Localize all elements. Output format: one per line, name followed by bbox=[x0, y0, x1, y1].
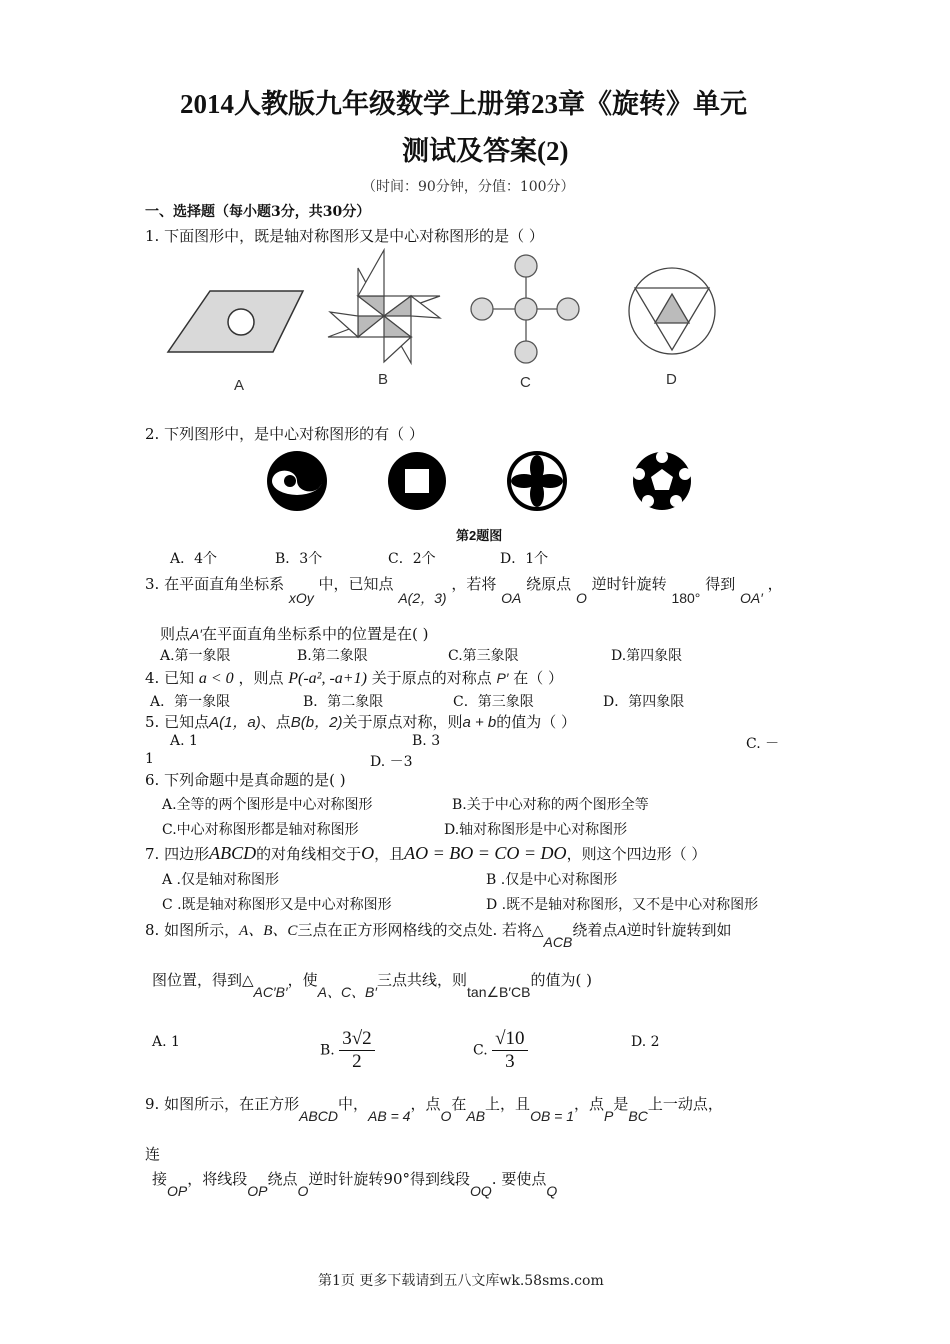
q3-text-e: 逆时针旋转 bbox=[591, 575, 667, 593]
q8-option-a: A. 1 bbox=[152, 1034, 180, 1050]
q1-figure-d bbox=[629, 268, 715, 354]
q1-figure-c bbox=[471, 255, 579, 363]
q4-text-c: 关于原点的对称点 bbox=[371, 669, 492, 687]
title-line-2: 测试及答案(2) bbox=[402, 136, 569, 166]
q9-line3-a: 接 bbox=[152, 1170, 168, 1188]
q5-stem bbox=[145, 711, 576, 732]
q6-option-b: B.关于中心对称的两个图形全等 bbox=[452, 797, 649, 813]
q5-text-b: 、点 bbox=[260, 713, 291, 731]
q9-text-f: ，点 bbox=[574, 1095, 605, 1113]
q2-option-a: A．4个 bbox=[170, 551, 218, 567]
q2-option-c: C．2个 bbox=[388, 551, 436, 567]
q2-figures bbox=[260, 448, 700, 518]
q2-figure-4 bbox=[633, 451, 691, 510]
q4-text-b: ，则点 bbox=[238, 669, 284, 687]
q9-line3-d: 逆时针旋转90°得到线段 bbox=[308, 1170, 470, 1188]
q5-text-d: 的值为（ ） bbox=[496, 713, 577, 731]
q4-text-a: 4. 已知 bbox=[145, 669, 195, 687]
q3-line2-a: 则点 bbox=[160, 625, 191, 643]
q2-stem: 2. 下列图形中，是中心对称图形的有（ ） bbox=[145, 425, 424, 443]
q3-option-d: D.第四象限 bbox=[611, 648, 683, 664]
page-footer: 第1页 更多下载请到五八文库wk.58sms.com bbox=[318, 1273, 604, 1289]
q5-point-b: B(b，2) bbox=[290, 714, 343, 731]
q7-o: O bbox=[361, 843, 375, 863]
q1-label-d: D bbox=[666, 371, 677, 388]
q9-bc: BC bbox=[628, 1108, 648, 1124]
subtitle: （时间：90分钟，分值：100分） bbox=[362, 179, 575, 195]
q4-option-d: D．第四象限 bbox=[603, 694, 685, 710]
q7-option-c: C .既是轴对称图形又是中心对称图形 bbox=[162, 897, 392, 913]
q8-line2 bbox=[152, 969, 592, 1000]
q2-option-d: D．1个 bbox=[500, 551, 549, 567]
q3-text-g: ， bbox=[767, 575, 783, 593]
q7-text-c: ，且 bbox=[374, 845, 405, 863]
q9-text-h: 上一动点， bbox=[647, 1095, 723, 1113]
q3-text-b: 中，已知点 bbox=[318, 575, 394, 593]
q8-points: A、B、C bbox=[239, 923, 298, 939]
q8-option-b-num: 3√2 bbox=[339, 1028, 374, 1051]
q8-tan: tan∠B′CB bbox=[467, 984, 531, 1000]
q8-stem bbox=[145, 919, 732, 950]
q3-oa: OA bbox=[501, 590, 522, 606]
q9-text-d: 在 bbox=[451, 1095, 467, 1113]
section-heading: 一、选择题（每小题3分，共30分） bbox=[145, 204, 371, 220]
q5-option-c: C. － bbox=[746, 736, 780, 752]
q5-option-d: D. －3 bbox=[370, 754, 413, 770]
q8-option-d: D. 2 bbox=[631, 1034, 660, 1050]
q6-option-a: A.全等的两个图形是中心对称图形 bbox=[162, 797, 373, 813]
q1-label-c: C bbox=[520, 374, 531, 391]
q8-option-b-fraction bbox=[339, 1028, 374, 1073]
q4-p-prime: P′ bbox=[496, 670, 509, 686]
q7-text-d: ，则这个四边形（ ） bbox=[566, 845, 707, 863]
q8-option-b bbox=[320, 1028, 375, 1073]
q3-xoy: xOy bbox=[288, 590, 314, 606]
q1-figure-b bbox=[328, 250, 440, 363]
q5-option-a: A. 1 bbox=[170, 733, 198, 749]
q3-o: O bbox=[575, 590, 587, 606]
q1-stem: 1. 下面图形中，既是轴对称图形又是中心对称图形的是（ ） bbox=[145, 227, 544, 245]
q8-text-b: 三点在正方形网格线的交点处. 若将△ bbox=[297, 921, 544, 939]
q2-figure-caption: 第2题图 bbox=[456, 528, 503, 543]
q1-label-a: A bbox=[234, 377, 245, 394]
q1-figures bbox=[160, 248, 740, 398]
q8-option-c-num: √10 bbox=[492, 1028, 527, 1051]
q4-condition: a < 0 bbox=[198, 670, 234, 687]
q8-text-d: 逆时针旋转到如 bbox=[626, 921, 732, 939]
q8-line2-a: 图位置，得到△ bbox=[152, 971, 254, 989]
q3-line2 bbox=[160, 623, 428, 644]
q4-option-a: A．第一象限 bbox=[150, 694, 231, 710]
q9-text-e: 上，且 bbox=[485, 1095, 531, 1113]
q3-option-a: A.第一象限 bbox=[160, 648, 231, 664]
q9-op2: OP bbox=[247, 1183, 268, 1199]
q8-triangle2: AC′B′ bbox=[253, 984, 288, 1000]
q4-point: P(-a², -a+1) bbox=[288, 670, 367, 687]
q8-option-c bbox=[473, 1028, 528, 1073]
q6-option-d: D.轴对称图形是中心对称图形 bbox=[444, 822, 628, 838]
q6-option-c: C.中心对称图形都是轴对称图形 bbox=[162, 822, 359, 838]
q3-line2-b: 在平面直角坐标系中的位置是在( ) bbox=[201, 625, 429, 643]
q7-text-a: 7. 四边形 bbox=[145, 845, 210, 863]
q2-option-b: B．3个 bbox=[275, 551, 323, 567]
q3-angle: 180° bbox=[671, 590, 701, 606]
q8-option-b-den: 2 bbox=[352, 1051, 362, 1072]
q5-text-c: 关于原点对称，则 bbox=[342, 713, 463, 731]
q8-text-a: 8. 如图所示， bbox=[145, 921, 240, 939]
q3-option-b: B.第二象限 bbox=[297, 648, 368, 664]
q9-abcd: ABCD bbox=[299, 1108, 338, 1124]
q9-line2: 连 bbox=[145, 1145, 161, 1163]
q9-line3 bbox=[152, 1168, 558, 1199]
q8-option-c-prefix: C. bbox=[473, 1042, 488, 1059]
q1-label-b: B bbox=[378, 371, 389, 388]
q8-option-c-den: 3 bbox=[505, 1051, 515, 1072]
q1-figure-a bbox=[168, 291, 303, 352]
q8-line2-d: 的值为( ) bbox=[530, 971, 592, 989]
q7-equation: AO = BO = CO = DO bbox=[404, 843, 567, 863]
q2-figure-1 bbox=[267, 451, 327, 511]
q7-option-b: B .仅是中心对称图形 bbox=[486, 872, 618, 888]
q9-stem bbox=[145, 1093, 723, 1124]
q9-ab: AB bbox=[466, 1108, 486, 1124]
q3-a-prime: A′ bbox=[190, 626, 202, 642]
q5-option-c-cont: 1 bbox=[145, 751, 154, 767]
q7-abcd: ABCD bbox=[209, 843, 257, 863]
q9-oq: OQ bbox=[470, 1183, 492, 1199]
q8-triangle: ACB bbox=[543, 934, 573, 950]
q3-stem bbox=[145, 573, 783, 606]
q5-expr: a + b bbox=[462, 714, 497, 731]
q9-text-b: 中， bbox=[338, 1095, 369, 1113]
q8-option-c-fraction bbox=[492, 1028, 527, 1073]
q3-point-a: A(2，3) bbox=[398, 590, 447, 606]
q9-text-g: 是 bbox=[613, 1095, 629, 1113]
q4-option-b: B．第二象限 bbox=[303, 694, 384, 710]
q9-text-c: ，点 bbox=[410, 1095, 441, 1113]
q3-oa-prime: OA′ bbox=[739, 590, 763, 606]
q4-option-c: C．第三象限 bbox=[453, 694, 534, 710]
q7-stem bbox=[145, 843, 706, 864]
q9-o: O bbox=[440, 1108, 452, 1124]
q8-option-b-prefix: B. bbox=[320, 1042, 335, 1059]
q4-text-d: 在（ ） bbox=[513, 669, 564, 687]
q9-q: Q bbox=[546, 1183, 558, 1199]
q8-points2: A、C、B′ bbox=[317, 984, 378, 1000]
q9-ob-eq: OB = 1 bbox=[530, 1108, 575, 1124]
q9-line3-b: ，将线段 bbox=[187, 1170, 248, 1188]
q3-option-c: C.第三象限 bbox=[448, 648, 519, 664]
q4-stem bbox=[145, 667, 563, 688]
q9-o2: O bbox=[297, 1183, 309, 1199]
q9-line3-c: 绕点 bbox=[267, 1170, 298, 1188]
q7-option-d: D .既不是轴对称图形，又不是中心对称图形 bbox=[486, 897, 759, 913]
q9-op: OP bbox=[167, 1183, 188, 1199]
q3-text-c: ，若将 bbox=[451, 575, 497, 593]
q9-ab-eq: AB = 4 bbox=[368, 1108, 411, 1124]
q7-option-a: A .仅是轴对称图形 bbox=[162, 872, 280, 888]
q5-text-a: 5. 已知点 bbox=[145, 713, 210, 731]
q7-text-b: 的对角线相交于 bbox=[256, 845, 362, 863]
q3-text-f: 得到 bbox=[705, 575, 736, 593]
q3-text-a: 3. 在平面直角坐标系 bbox=[145, 575, 285, 593]
title-line-1: 2014人教版九年级数学上册第23章《旋转》单元 bbox=[180, 89, 747, 119]
q8-line2-c: 三点共线，则 bbox=[377, 971, 468, 989]
q6-stem: 6. 下列命题中是真命题的是( ) bbox=[145, 771, 346, 789]
q2-figure-2 bbox=[388, 452, 446, 510]
q3-text-d: 绕原点 bbox=[526, 575, 572, 593]
q5-point-a: A(1，a) bbox=[209, 714, 261, 731]
q8-point-a: A bbox=[617, 923, 627, 939]
q8-line2-b: ，使 bbox=[287, 971, 318, 989]
q9-line3-e: . 要使点 bbox=[491, 1170, 547, 1188]
q8-text-c: 绕着点 bbox=[572, 921, 618, 939]
q2-figure-3 bbox=[507, 451, 567, 511]
q9-p: P bbox=[604, 1108, 614, 1124]
q9-text-a: 9. 如图所示，在正方形 bbox=[145, 1095, 300, 1113]
q5-option-b: B. 3 bbox=[412, 733, 441, 749]
